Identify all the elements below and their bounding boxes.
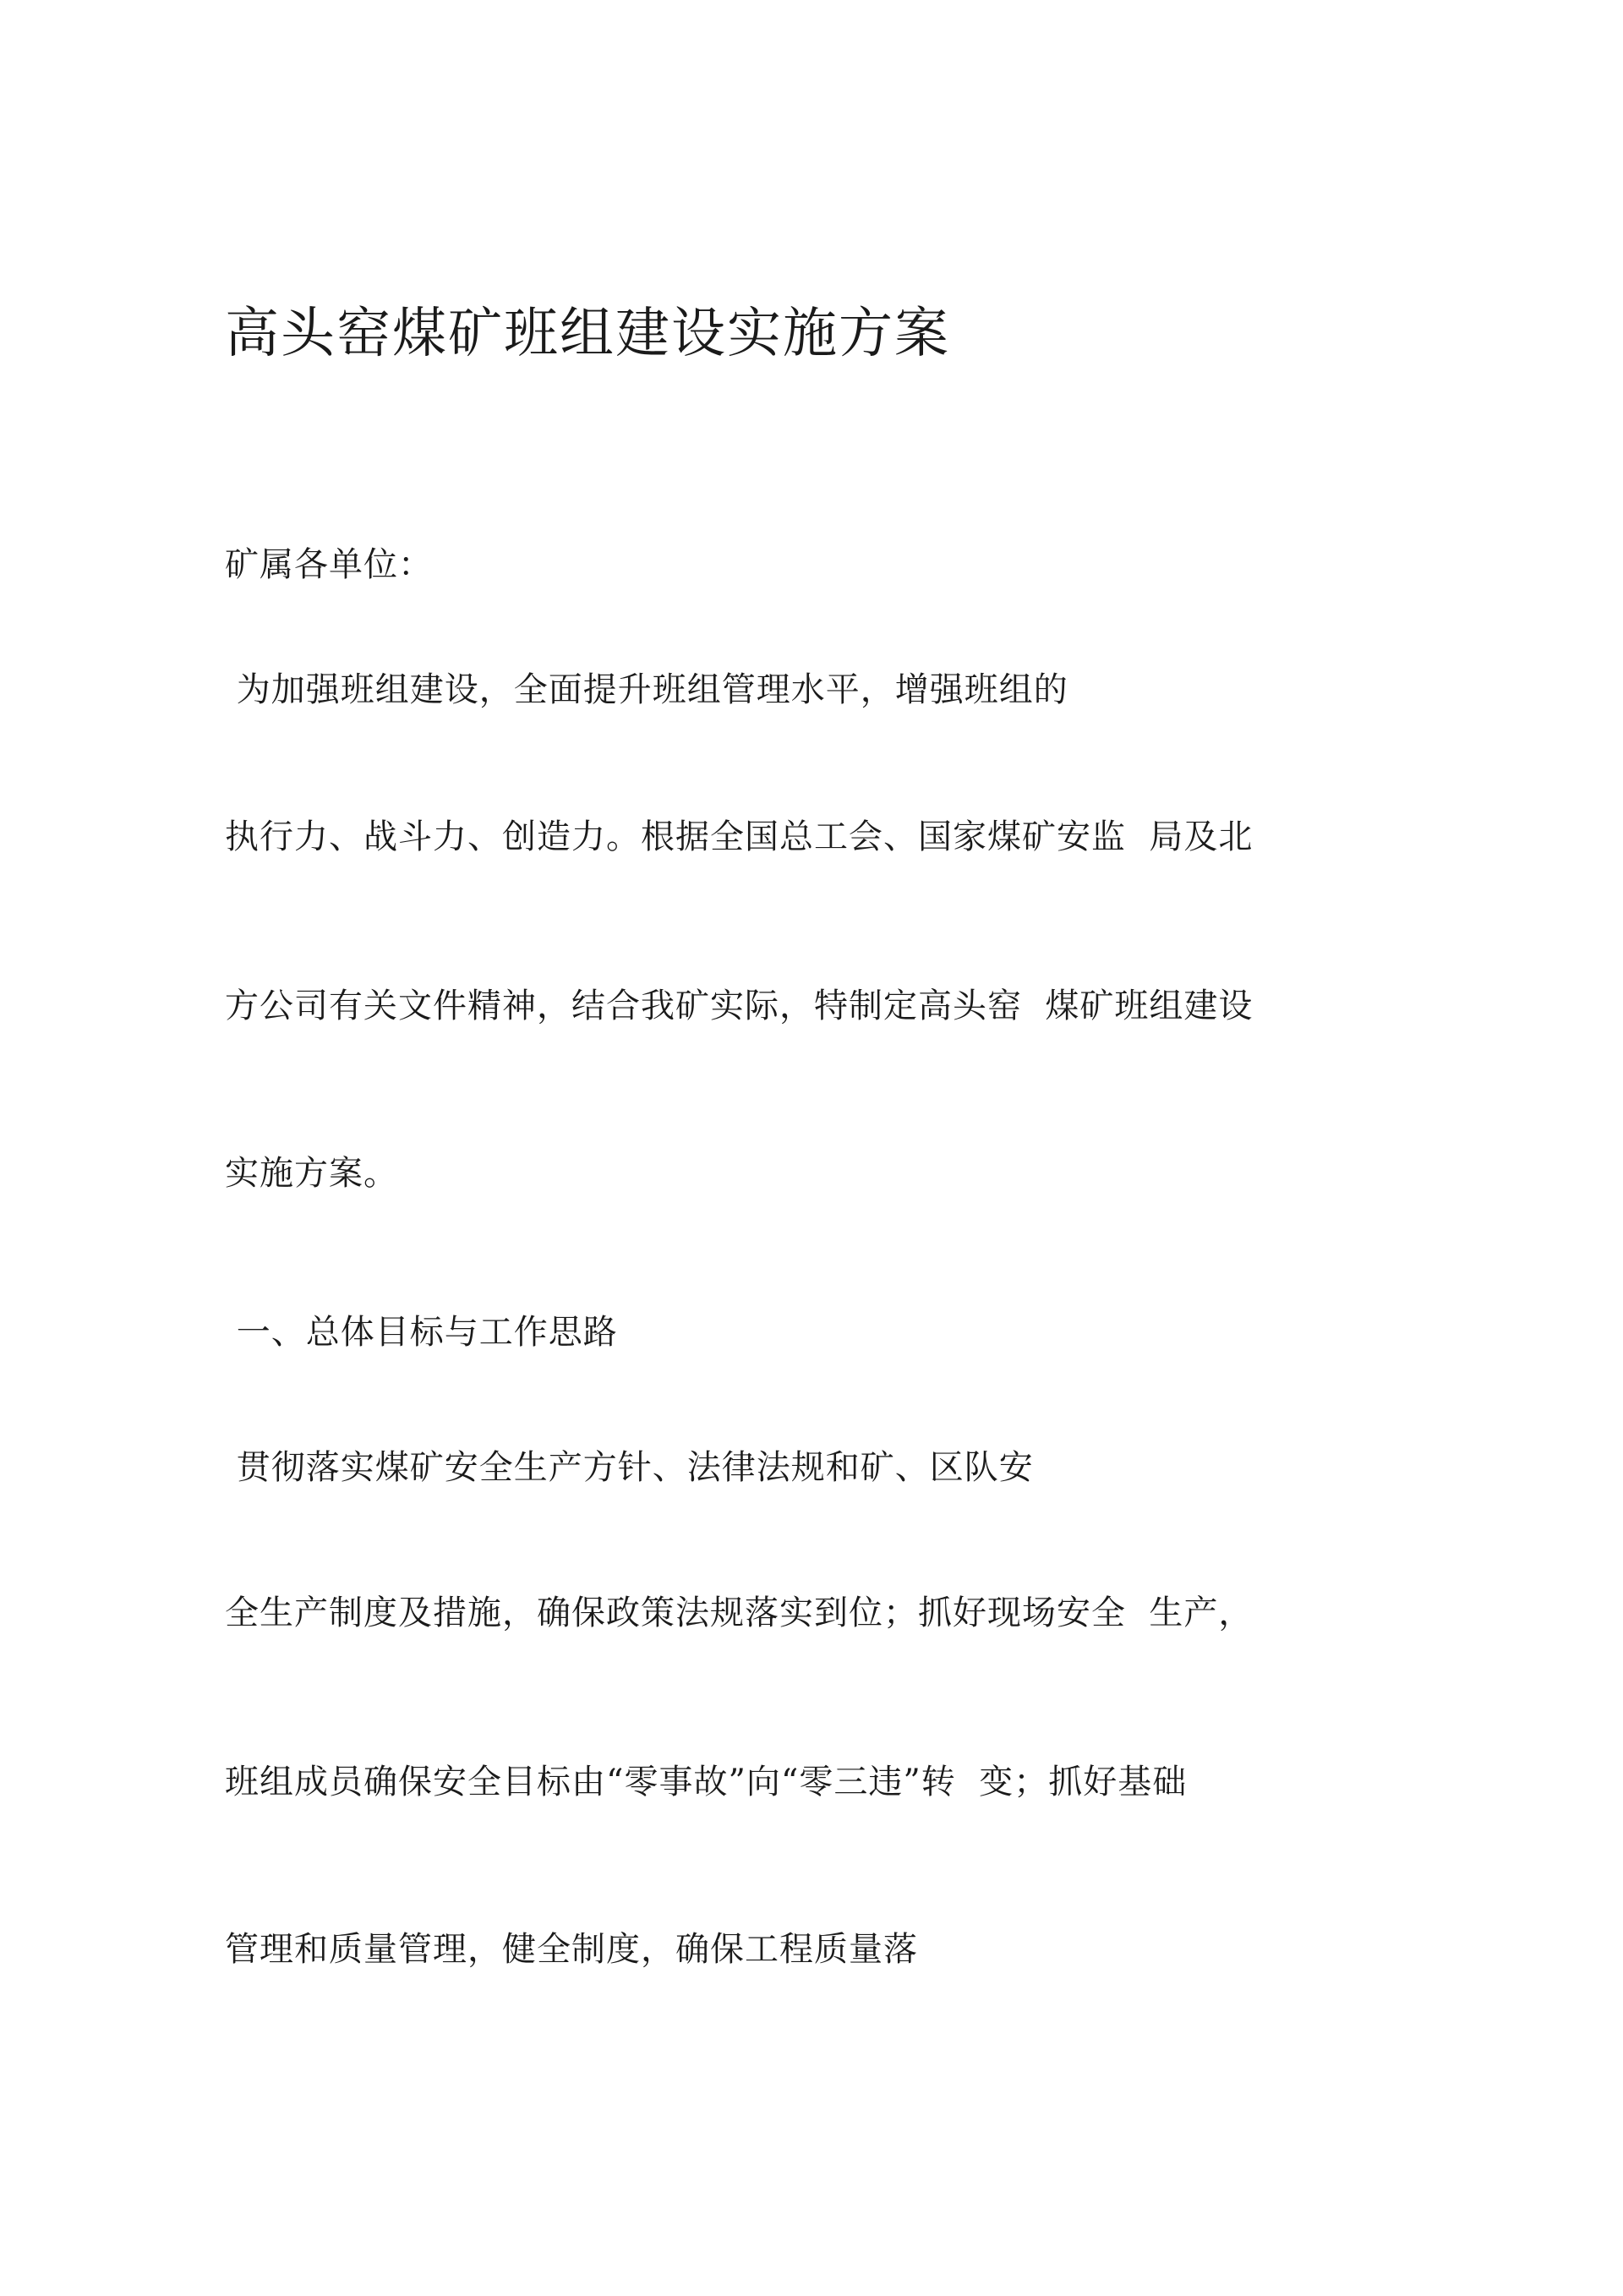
body-line: 班组成员确保安全目标由“零事故”向“零三违”转 变；抓好基础 (225, 1763, 1188, 1801)
body-line: 执行力、战斗力、创造力。根据全国总工会、国家煤矿安监 局及北 (225, 817, 1254, 856)
body-line: 全生产制度及措施，确保政策法规落实到位；抓好现场安全 生产， (225, 1594, 1254, 1632)
body-line: 管理和质量管理，健全制度，确保工程质量落 (225, 1930, 918, 1969)
salutation: 矿属各单位： (225, 545, 433, 584)
body-line: 方公司有关文件精神，结合我矿实际，特制定高头窑 煤矿班组建设 (225, 987, 1254, 1025)
section-heading: 一、总体目标与工作思路 (225, 1313, 618, 1352)
body-line: 为加强班组建设，全面提升班组管理水平，增强班组的 (225, 670, 1068, 709)
body-line: 实施方案。 (225, 1154, 398, 1193)
body-line: 贯彻落实煤矿安全生产方针、法律法规和矿、区队安 (225, 1448, 1034, 1487)
document-title: 高头窑煤矿班组建设实施方案 (225, 303, 950, 365)
